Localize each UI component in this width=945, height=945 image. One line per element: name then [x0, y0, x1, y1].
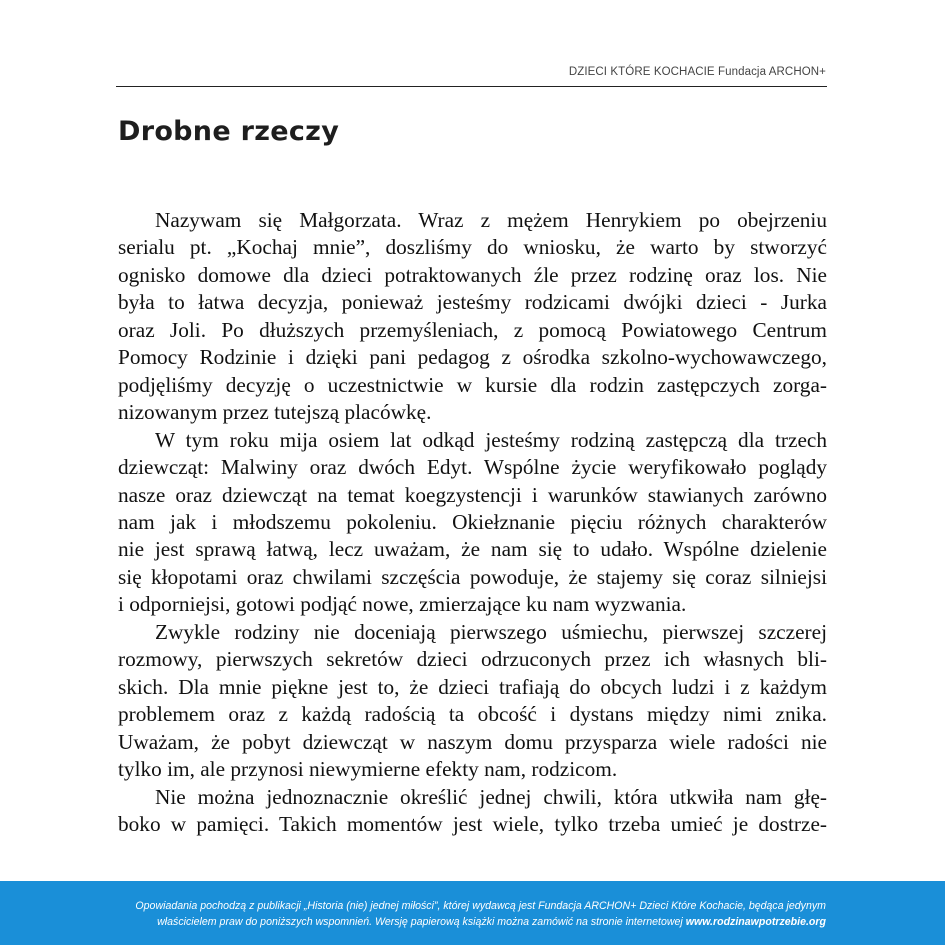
story-title: Drobne rzeczy: [118, 116, 340, 147]
body-line: oraz Joli. Po dłuższych przemyśleniach, z pomocą Powiatowego Centrum: [118, 317, 827, 342]
story-body: [118, 207, 827, 838]
body-line: problemem oraz z każdą radością ta obcość i dystans między nimi znika.: [118, 702, 827, 727]
footer-note-line: Opowiadania pochodzą z publikacji „Historia (nie) jednej miłości”, której wydawcą jest Fundacja ARCHON+ Dzieci Które Kochacie, będąca jedynym: [135, 900, 826, 912]
body-line: Zwykle rodziny nie doceniają pierwszego uśmiechu, pierwszej szczerej: [155, 619, 827, 644]
body-line: nie jest sprawą łatwą, lecz uważam, że nam się to udało. Wspólne dzielenie: [118, 537, 827, 562]
footer-note: [106, 898, 826, 930]
body-line: W tym roku mija osiem lat odkąd jesteśmy rodziną zastępczą dla trzech: [155, 427, 827, 452]
footer-note-line: [106, 914, 826, 930]
body-line: serialu pt. „Kochaj mnie”, doszliśmy do wniosku, że warto by stworzyć: [118, 235, 827, 260]
body-line: dziewcząt: Malwiny oraz dwóch Edyt. Wspólne życie weryfikowało poglądy: [118, 455, 827, 480]
body-line: boko w pamięci. Takich momentów jest wiele, tylko trzeba umieć je dostrze-: [118, 811, 827, 836]
footer-note-text: właścicielem praw do poniższych wspomnień. Wersję papierową książki można zamówić na stronie internetowej: [157, 916, 683, 928]
body-line: nam jak i młodszemu pokoleniu. Okiełznanie pięciu różnych charakterów: [118, 509, 827, 534]
body-line: ognisko domowe dla dzieci potraktowanych źle przez rodzinę oraz los. Nie: [118, 262, 827, 287]
footer-banner: [0, 881, 945, 945]
body-line: nasze oraz dziewcząt na temat koegzystencji i warunków stawianych zarówno: [118, 482, 827, 507]
body-line: podjęliśmy decyzję o uczestnictwie w kursie dla rodzin zastępczych zorga-: [118, 372, 827, 397]
body-line: tylko im, ale przynosi niewymierne efekty nam, rodzicom.: [118, 757, 618, 782]
body-line: się kłopotami oraz chwilami szczęścia powoduje, że stajemy się coraz silniejsi: [118, 564, 827, 589]
body-line: rozmowy, pierwszych sekretów dzieci odrzuconych przez ich własnych bli-: [118, 647, 827, 672]
body-line: Nie można jednoznacznie określić jednej chwili, która utkwiła nam głę-: [155, 784, 827, 809]
body-line: Pomocy Rodzinie i dzięki pani pedagog z ośrodka szkolno-wychowawczego,: [118, 345, 827, 370]
body-line: była to łatwa decyzja, ponieważ jesteśmy rodzicami dwójki dzieci - Jurka: [118, 290, 827, 315]
body-line: skich. Dla mnie piękne jest to, że dzieci trafiają do obcych ludzi i z każdym: [118, 674, 827, 699]
body-line: nizowanym przez tutejszą placówkę.: [118, 400, 432, 425]
header-divider: [116, 86, 827, 87]
running-header: DZIECI KTÓRE KOCHACIE Fundacja ARCHON+: [568, 66, 826, 78]
website-link[interactable]: www.rodzinawpotrzebie.org: [685, 916, 826, 928]
body-line: Uważam, że pobyt dziewcząt w naszym domu przysparza wiele radości nie: [118, 729, 827, 754]
body-line: i odporniejsi, gotowi podjąć nowe, zmierzające ku nam wyzwania.: [118, 592, 687, 617]
body-line: Nazywam się Małgorzata. Wraz z mężem Henrykiem po obejrzeniu: [155, 208, 827, 232]
